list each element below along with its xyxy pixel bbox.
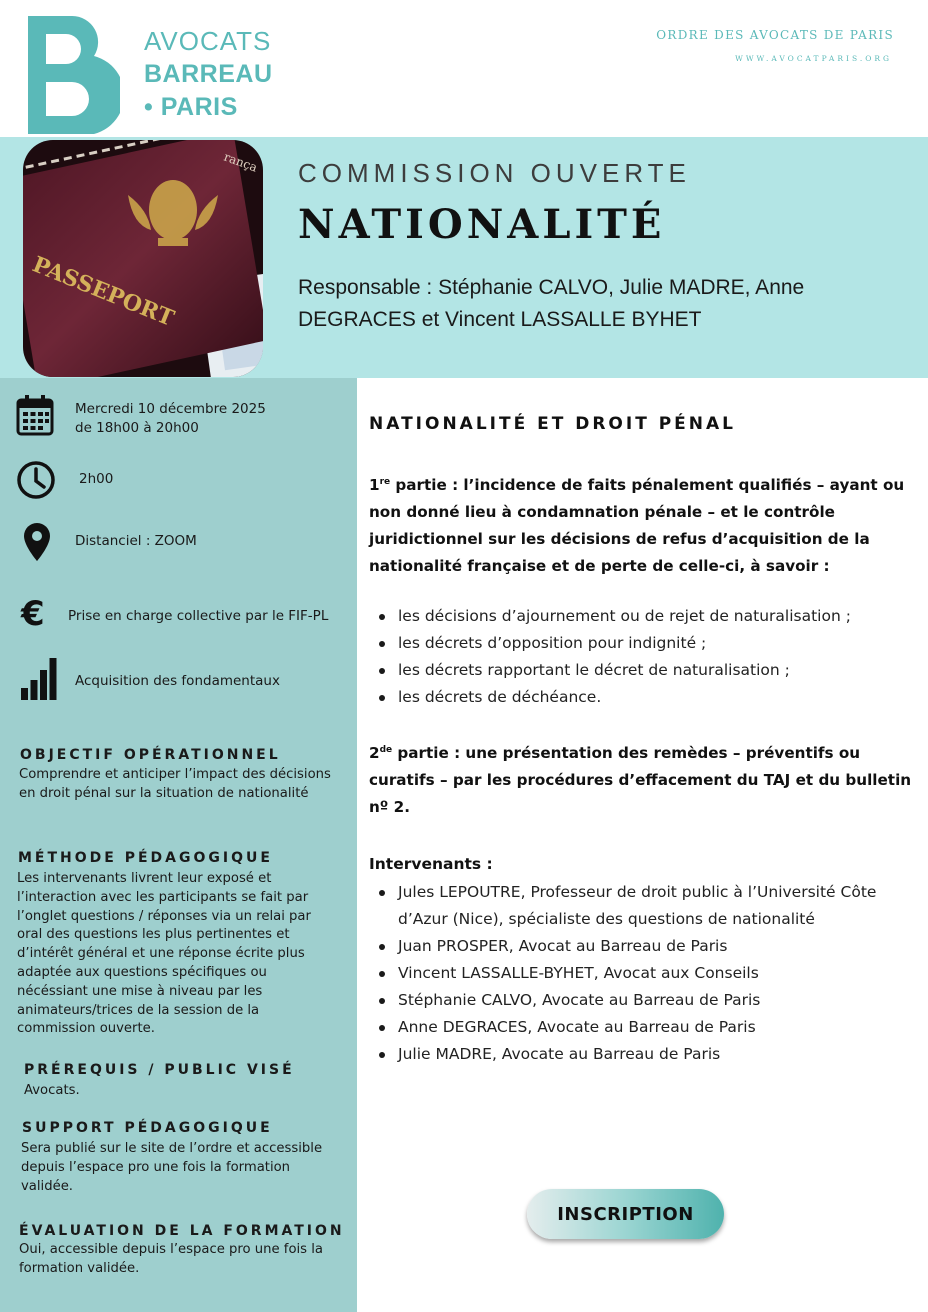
- list-item: les décrets rapportant le décret de naturalisation ;: [398, 657, 928, 684]
- calendar-icon: [16, 394, 54, 436]
- speakers-title: Intervenants :: [369, 855, 493, 873]
- part1-text: partie : l’incidence de faits pénalement qualifiés – ayant ou non donné lieu à condamnation pénale – et le contrôle juridictionnel sur les décisions de refus d’acquisition de la nationalité française et de perte de celle-ci, à savoir :: [369, 476, 905, 576]
- section-title-evaluation: ÉVALUATION DE LA FORMATION: [19, 1223, 345, 1239]
- section-body-methode: Les intervenants livrent leur exposé et l’interaction avec les participants se fait par l’onglet questions / réponses via un relai par oral des questions les plus pertinentes et d’intérêt général et une réponse écrite plus adaptée aux questions spécifiques ou nécéssiant une mise à niveau par les animateurs/trices de la session de la commission ouverte.: [17, 871, 311, 1037]
- speaker-item: Juan PROSPER, Avocat au Barreau de Paris: [398, 933, 928, 960]
- part1-list: [369, 603, 928, 711]
- commission-kicker: COMMISSION OUVERTE: [298, 158, 691, 188]
- speaker-item: Stéphanie CALVO, Avocate au Barreau de Paris: [398, 987, 928, 1014]
- part1-number: 1: [369, 476, 380, 495]
- logo-text-avocats: AVOCATS: [144, 26, 272, 56]
- level-bars-icon: [21, 658, 57, 700]
- section-body-prerequis: Avocats.: [24, 1083, 80, 1098]
- responsables-text: Responsable : Stéphanie CALVO, Julie MADRE, Anne DEGRACES et Vincent LASSALLE BYHET: [298, 276, 805, 331]
- inscription-button[interactable]: INSCRIPTION: [527, 1189, 724, 1239]
- clock-icon: [16, 460, 56, 500]
- location-text: Distanciel : ZOOM: [75, 533, 197, 549]
- passport-label: PASSEPORT: [28, 251, 178, 332]
- logo-text-paris: • PARIS: [144, 93, 238, 121]
- website-link[interactable]: WWW.AVOCATPARIS.ORG: [735, 54, 892, 63]
- logo-text-barreau: BARREAU: [144, 60, 273, 88]
- speaker-item: Jules LEPOUTRE, Professeur de droit public à l’Université Côte d’Azur (Nice), spécialiste des questions de nationalité: [398, 879, 928, 933]
- list-item: les décrets d’opposition pour indignité ;: [398, 630, 928, 657]
- section-body-support: Sera publié sur le site de l’ordre et accessible depuis l’espace pro une fois la formation validée.: [21, 1141, 323, 1194]
- location-pin-icon: [23, 522, 51, 562]
- section-title-objectif: OBJECTIF OPÉRATIONNEL: [20, 747, 281, 763]
- duration-text: 2h00: [79, 471, 114, 487]
- section-body-evaluation: Oui, accessible depuis l’espace pro une fois la formation validée.: [19, 1242, 323, 1276]
- org-name: ORDRE DES AVOCATS DE PARIS: [656, 28, 894, 42]
- part2-number: 2: [369, 744, 380, 763]
- section-title-prerequis: PRÉREQUIS / PUBLIC VISÉ: [24, 1062, 295, 1078]
- level-text: Acquisition des fondamentaux: [75, 673, 280, 689]
- part1-paragraph: [369, 469, 914, 580]
- speaker-item: Anne DEGRACES, Avocate au Barreau de Paris: [398, 1014, 928, 1041]
- list-item: les décisions d’ajournement ou de rejet de naturalisation ;: [398, 603, 928, 630]
- part2-ordinal: de: [379, 745, 393, 755]
- session-subtitle: NATIONALITÉ ET DROIT PÉNAL: [369, 414, 737, 434]
- speaker-item: Vincent LASSALLE-BYHET, Avocat aux Conseils: [398, 960, 928, 987]
- passport-image: [23, 140, 263, 377]
- part2-text: partie : une présentation des remèdes – préventifs ou curatifs – par les procédures d’effacement du TAJ et du bulletin nº 2.: [369, 744, 912, 817]
- part1-ordinal: re: [379, 477, 391, 487]
- page-title: NATIONALITÉ: [298, 201, 666, 248]
- event-date: Mercredi 10 décembre 2025: [75, 401, 266, 417]
- funding-text: Prise en charge collective par le FIF-PL: [68, 608, 329, 624]
- barreau-paris-logo-icon: [28, 16, 120, 134]
- section-body-objectif: Comprendre et anticiper l’impact des décisions en droit pénal sur la situation de nationalité: [19, 767, 331, 801]
- passport-corner-label: rança: [221, 149, 260, 175]
- speakers-list: [369, 879, 928, 1068]
- list-item: les décrets de déchéance.: [398, 684, 928, 711]
- section-title-methode: MÉTHODE PÉDAGOGIQUE: [18, 850, 273, 866]
- part2-paragraph: [369, 737, 919, 821]
- section-title-support: SUPPORT PÉDAGOGIQUE: [22, 1120, 273, 1136]
- event-time: de 18h00 à 20h00: [75, 420, 199, 436]
- speaker-item: Julie MADRE, Avocate au Barreau de Paris: [398, 1041, 928, 1068]
- euro-icon: €: [21, 594, 45, 634]
